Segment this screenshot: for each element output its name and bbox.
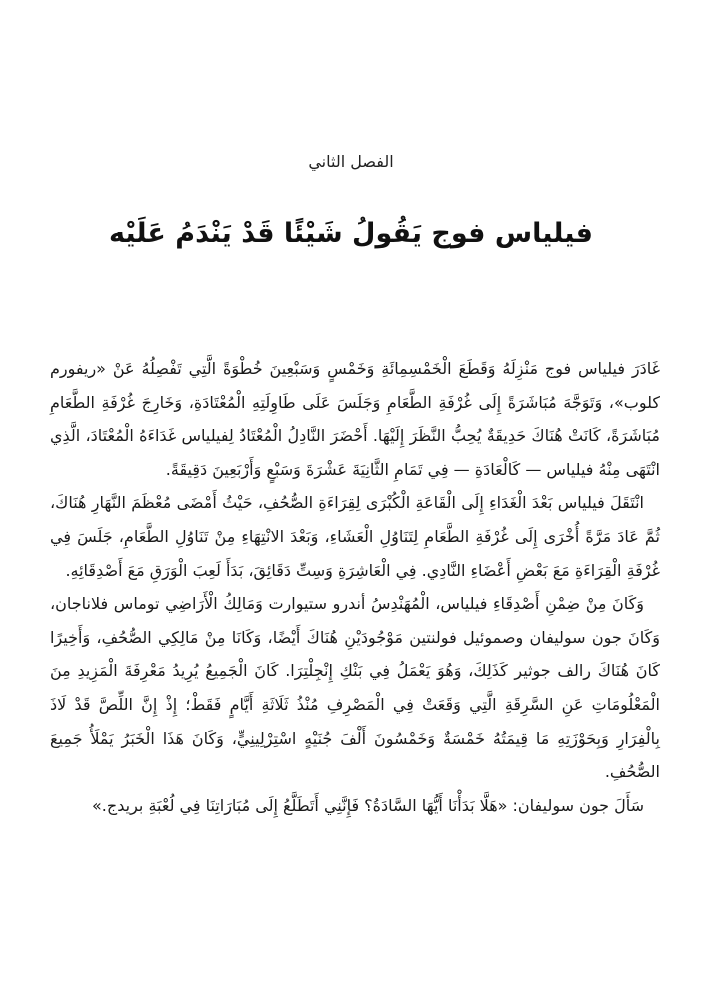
paragraph: غَادَرَ فيلياس فوج مَنْزِلَهُ وَقَطَعَ الْخَمْسِمِائَةِ وَخَمْسٍ وَسَبْعِينَ خُطْوَةً الَّتِي تَفْصِلُهُ عَنْ «ريفورم كلوب»، وَتَوَجَّهَ مُبَاشَرَةً إِلَى غُرْفَةِ الطَّعَامِ وَجَلَسَ عَلَى طَاوِلَتِهِ الْمُعْتَادَةِ، وَخَارِجَ غُرْفَةِ الطَّعَامِ مُبَاشَرَةً، كَانَتْ هُنَاكَ حَدِيقَةٌ يُحِبُّ النَّظَرَ إِلَيْهَا. أَحْضَرَ النَّادِلُ الْمُعْتَادُ لِفيلياس غَدَاءَهُ الْمُعْتَادَ، الَّذِي انْتَهَى مِنْهُ فيلياس — كَالْعَادَةِ — فِي تَمَامِ الثَّانِيَةَ عَشْرَةَ وَسَبْعٍ وَأَرْبَعِينَ دَقِيقَةً. [50, 359, 660, 479]
paragraph: انْتَقَلَ فيلياس بَعْدَ الْغَدَاءِ إِلَى الْقَاعَةِ الْكُبْرَى لِقِرَاءَةِ الصُّحُفِ، حَيْثُ أَمْضَى مُعْظَمَ النَّهَارِ هُنَاكَ، ثُمَّ عَادَ مَرَّةً أُخْرَى إِلَى غُرْفَةِ الطَّعَامِ لِتَنَاوُلِ الْعَشَاءِ، وَبَعْدَ الانْتِهَاءِ مِنْ تَنَاوُلِ الطَّعَامِ، جَلَسَ فِي غُرْفَةِ الْقِرَاءَةِ مَعَ بَعْضِ أَعْضَاءِ النَّادِي. فِي الْعَاشِرَةِ وَسِتِّ دَقَائِقَ، بَدَأَ لَعِبَ الْوَرَقِ مَعَ أَصْدِقَائِهِ. [50, 493, 660, 580]
chapter-body [50, 352, 660, 822]
paragraph: سَأَلَ جون سوليفان: «هَلَّا بَدَأْنَا أَيُّهَا السَّادَةُ؟ فَإِنَّنِي أَتَطَلَّعُ إِلَى مُبَارَاتِنَا فِي لُعْبَةِ بريدج.» [92, 795, 644, 815]
paragraph: وَكَانَ مِنْ ضِمْنِ أَصْدِقَاءِ فيلياس، الْمُهَنْدِسُ أندرو ستيوارت وَمَالِكُ الْأَرَاضِي توماس فلاناجان، وَكَانَ جون سوليفان وصموئيل فولنتين مَوْجُودَيْنِ هُنَاكَ أَيْضًا، وَكَانَا مِنْ مَالِكِي الصُّحُفِ، وَأَخِيرًا كَانَ هُنَاكَ رالف جوثير كَذَلِكَ، وَهُوَ يَعْمَلُ فِي بَنْكِ إِنْجِلْتِرَا. كَانَ الْجَمِيعُ يُرِيدُ مَعْرِفَةَ الْمَزِيدِ مِنَ الْمَعْلُومَاتِ عَنِ السَّرِقَةِ الَّتِي وَقَعَتْ فِي الْمَصْرِفِ مُنْذُ ثَلَاثَةِ أَيَّامٍ فَقَطْ؛ إِذْ إِنَّ اللِّصَّ قَدْ لَاذَ بِالْفِرَارِ وَبِحَوْزَتِهِ مَا قِيمَتُهُ خَمْسَةٌ وَخَمْسُونَ أَلْفَ جُنَيْهٍ اسْتِرْلِينِيٍّ، وَكَانَ هَذَا الْخَبَرُ يَمْلَأُ جَمِيعَ الصُّحُفِ. [50, 594, 660, 782]
chapter-label: الفصل الثاني [308, 152, 394, 171]
chapter-title: فيلياس فوج يَقُولُ شَيْئًا قَدْ يَنْدَمُ عَلَيْه [109, 218, 593, 249]
